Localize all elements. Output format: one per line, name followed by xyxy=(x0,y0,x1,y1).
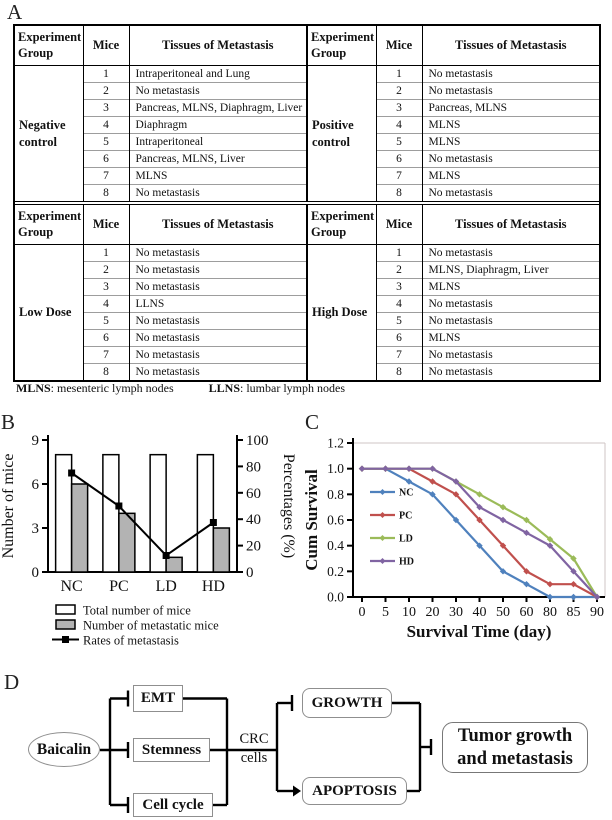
arrowhead-apoptosis xyxy=(293,786,301,797)
mouse-number-cell: 3 xyxy=(83,279,129,296)
table-positive-control xyxy=(308,26,599,201)
tissues-cell: Pancreas, MLNS, Diaphragm, Liver xyxy=(129,100,306,117)
mouse-number-cell: 3 xyxy=(376,279,422,296)
table-row-top xyxy=(15,26,599,201)
mouse-number-cell: 4 xyxy=(376,296,422,313)
svg-text:PC: PC xyxy=(399,510,413,522)
experiment-table xyxy=(308,26,599,201)
experiment-table xyxy=(15,205,306,380)
column-header: Experiment Group xyxy=(308,205,376,245)
mouse-number-cell: 5 xyxy=(83,134,129,151)
mouse-number-cell: 2 xyxy=(376,262,422,279)
tissues-cell: LLNS xyxy=(129,296,306,313)
tissues-cell: Pancreas, MLNS xyxy=(422,100,599,117)
svg-text:30: 30 xyxy=(449,605,463,620)
tissues-cell: Intraperitoneal and Lung xyxy=(135,67,250,80)
metastasis-tables xyxy=(13,24,601,382)
svg-text:5: 5 xyxy=(382,605,389,620)
mouse-number-cell: 2 xyxy=(376,83,422,100)
panel-d-label: D xyxy=(4,670,20,694)
tissues-cell: Pancreas, MLNS, Liver xyxy=(129,151,306,168)
experiment-table xyxy=(308,205,599,380)
svg-text:0: 0 xyxy=(358,605,366,620)
tissues-cell: MLNS xyxy=(422,117,599,134)
tissues-cell: No metastasis xyxy=(422,364,599,381)
mouse-number-cell: 6 xyxy=(376,330,422,347)
svg-text:Percentages (%): Percentages (%) xyxy=(280,453,297,559)
mouse-number-cell: 1 xyxy=(83,245,129,262)
group-name: Low Dose xyxy=(15,245,83,381)
svg-text:HD: HD xyxy=(201,578,225,595)
column-header: Tissues of Metastasis xyxy=(422,205,599,245)
group-name: Negative control xyxy=(15,66,83,202)
mouse-number-cell: 5 xyxy=(376,134,422,151)
svg-text:NC: NC xyxy=(60,578,83,595)
svg-text:0.4: 0.4 xyxy=(327,538,344,554)
mouse-number-cell: 7 xyxy=(83,168,129,185)
svg-text:0.8: 0.8 xyxy=(327,486,344,502)
tissues-cell: No metastasis xyxy=(428,246,493,259)
svg-text:1.2: 1.2 xyxy=(327,435,344,451)
svg-text:Number of mice: Number of mice xyxy=(0,453,17,559)
svg-text:80: 80 xyxy=(246,459,261,476)
svg-text:9: 9 xyxy=(31,433,39,449)
tissues-cell: No metastasis xyxy=(422,83,599,100)
tissues-cell: No metastasis xyxy=(422,296,599,313)
tissues-cell: No metastasis xyxy=(129,262,306,279)
tissues-cell: No metastasis xyxy=(422,313,599,330)
panel-c xyxy=(300,410,612,655)
stemness-node: Stemness xyxy=(133,738,210,762)
svg-text:LD: LD xyxy=(399,533,413,545)
tissues-cell: No metastasis xyxy=(129,330,306,347)
svg-text:LD: LD xyxy=(155,578,177,595)
group-name: High Dose xyxy=(308,245,376,381)
table-low-dose xyxy=(15,205,308,380)
svg-text:85: 85 xyxy=(566,605,581,620)
tumor-growth-node: Tumor growth and metastasis xyxy=(442,722,588,773)
svg-text:1.0: 1.0 xyxy=(327,461,344,477)
panel-b-label: B xyxy=(1,410,16,434)
tissues-cell: No metastasis xyxy=(129,279,306,296)
growth-node: GROWTH xyxy=(302,688,392,718)
tissues-cell: MLNS xyxy=(422,279,599,296)
crc-cells-label: CRC cells xyxy=(239,731,269,766)
mouse-number-cell: 7 xyxy=(376,168,422,185)
svg-text:40: 40 xyxy=(472,605,487,620)
svg-text:20: 20 xyxy=(425,605,440,620)
svg-text:20: 20 xyxy=(246,538,261,555)
table-footnote xyxy=(16,381,345,396)
mouse-number-cell: 1 xyxy=(376,66,422,83)
svg-text:NC: NC xyxy=(399,487,414,499)
mouse-number-cell: 8 xyxy=(376,364,422,381)
column-header: Experiment Group xyxy=(15,205,83,245)
tissues-cell: Intraperitoneal xyxy=(129,134,306,151)
column-header: Mice xyxy=(83,26,129,66)
tissues-cell: No metastasis xyxy=(129,185,306,202)
panel-c-label: C xyxy=(305,410,320,434)
table-high-dose xyxy=(308,205,599,380)
mouse-number-cell: 6 xyxy=(376,151,422,168)
svg-text:Cum Survival: Cum Survival xyxy=(302,469,321,571)
panel-a-label: A xyxy=(7,0,23,24)
svg-text:10: 10 xyxy=(402,605,416,620)
tissues-cell: No metastasis xyxy=(129,313,306,330)
tissues-cell: MLNS xyxy=(422,134,599,151)
svg-text:40: 40 xyxy=(246,512,261,529)
column-header: Tissues of Metastasis xyxy=(129,26,306,66)
mouse-number-cell: 7 xyxy=(376,347,422,364)
mouse-number-cell: 3 xyxy=(376,100,422,117)
mouse-number-cell: 8 xyxy=(376,185,422,202)
svg-text:0.2: 0.2 xyxy=(327,563,344,579)
svg-text:0.0: 0.0 xyxy=(327,589,344,605)
svg-text:60: 60 xyxy=(246,485,261,502)
mouse-number-cell: 4 xyxy=(83,117,129,134)
bar-chart-svg xyxy=(0,410,300,655)
column-header: Experiment Group xyxy=(308,26,376,66)
group-name: Positive control xyxy=(308,66,376,202)
footnote-mlns: MLNS: mesenteric lymph nodes xyxy=(16,381,174,395)
tissues-cell: No metastasis xyxy=(422,347,599,364)
svg-text:Survival Time (day): Survival Time (day) xyxy=(406,622,552,641)
column-header: Mice xyxy=(376,205,422,245)
mouse-number-cell: 8 xyxy=(83,185,129,202)
panel-b xyxy=(0,410,300,655)
tissues-cell: No metastasis xyxy=(135,246,200,259)
svg-text:PC: PC xyxy=(109,578,129,595)
tissues-cell: No metastasis xyxy=(422,185,599,202)
svg-text:3: 3 xyxy=(31,521,39,537)
table-row-bottom xyxy=(15,201,599,380)
mouse-number-cell: 4 xyxy=(376,117,422,134)
svg-text:Number of metastatic mice: Number of metastatic mice xyxy=(83,618,219,633)
mouse-number-cell: 5 xyxy=(83,313,129,330)
mouse-number-cell: 3 xyxy=(83,100,129,117)
column-header: Tissues of Metastasis xyxy=(129,205,306,245)
apoptosis-node: APOPTOSIS xyxy=(302,777,407,805)
tissues-cell: No metastasis xyxy=(129,83,306,100)
mouse-number-cell: 7 xyxy=(83,347,129,364)
footnote-llns: LLNS: lumbar lymph nodes xyxy=(208,381,346,395)
panel-d xyxy=(0,670,612,820)
tissues-cell: Diaphragm xyxy=(129,117,306,134)
baicalin-node: Baicalin xyxy=(28,732,100,767)
svg-text:0.6: 0.6 xyxy=(327,512,344,528)
svg-text:50: 50 xyxy=(496,605,510,620)
mouse-number-cell: 2 xyxy=(83,262,129,279)
svg-text:6: 6 xyxy=(31,477,39,493)
mouse-number-cell: 6 xyxy=(83,330,129,347)
svg-text:HD: HD xyxy=(399,556,414,568)
mouse-number-cell: 1 xyxy=(376,245,422,262)
mouse-number-cell: 5 xyxy=(376,313,422,330)
mouse-number-cell: 6 xyxy=(83,151,129,168)
column-header: Experiment Group xyxy=(15,26,83,66)
mouse-number-cell: 1 xyxy=(83,66,129,83)
mouse-number-cell: 8 xyxy=(83,364,129,381)
svg-text:0: 0 xyxy=(246,565,254,581)
mouse-number-cell: 4 xyxy=(83,296,129,313)
tissues-cell: No metastasis xyxy=(422,151,599,168)
table-negative-control xyxy=(15,26,308,201)
experiment-table xyxy=(15,26,306,201)
tissues-cell: No metastasis xyxy=(428,67,493,80)
column-header: Tissues of Metastasis xyxy=(422,26,599,66)
emt-node: EMT xyxy=(133,685,183,712)
survival-chart-svg xyxy=(300,410,612,655)
cell-cycle-node: Cell cycle xyxy=(133,793,213,817)
tissues-cell: MLNS xyxy=(129,168,306,185)
svg-text:60: 60 xyxy=(519,605,534,620)
column-header: Mice xyxy=(83,205,129,245)
tissues-cell: MLNS, Diaphragm, Liver xyxy=(422,262,599,279)
tissues-cell: No metastasis xyxy=(129,347,306,364)
tissues-cell: MLNS xyxy=(422,330,599,347)
svg-text:0: 0 xyxy=(31,565,39,581)
mouse-number-cell: 2 xyxy=(83,83,129,100)
svg-text:80: 80 xyxy=(543,605,557,620)
tissues-cell: No metastasis xyxy=(129,364,306,381)
column-header: Mice xyxy=(376,26,422,66)
svg-text:Total number of mice: Total number of mice xyxy=(83,603,191,618)
svg-text:Rates of metastasis: Rates of metastasis xyxy=(83,633,179,648)
svg-text:100: 100 xyxy=(246,433,269,449)
svg-text:90: 90 xyxy=(590,605,604,620)
tissues-cell: MLNS xyxy=(422,168,599,185)
